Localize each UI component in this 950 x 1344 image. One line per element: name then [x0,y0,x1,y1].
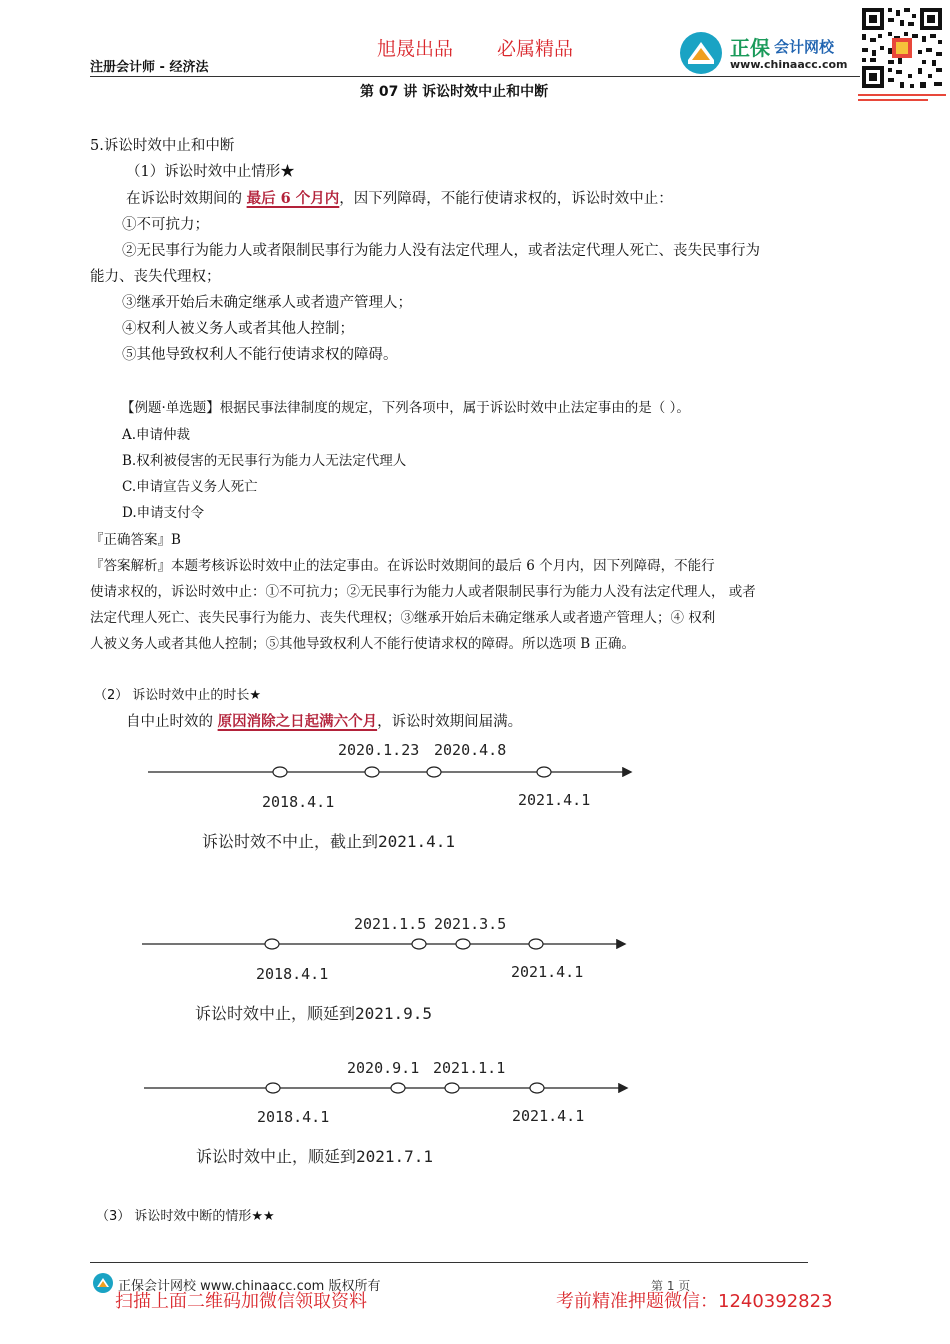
sub-heading-duration: （2） 诉讼时效中止的时长★ [94,688,262,703]
list-item: ④权利人被义务人或者其他人控制； [122,321,354,337]
list-item: ②无民事行为能力人或者限制民事行为能力人没有法定代理人，或者法定代理人死亡、丧失民事行为 [122,243,760,259]
page-number: 第 1 页 [651,1279,691,1293]
timeline-top-label: 2021.1.5 [354,915,427,933]
timeline-top-label: 2021.1.1 [433,1059,506,1077]
timeline-start-label: 2018.4.1 [256,965,329,983]
timeline-top-label: 2021.3.5 [434,915,507,933]
option-a: A.申请仲裁 [122,427,191,443]
list-item: ③继承开始后未确定继承人或者遗产管理人； [122,295,412,311]
timeline-node [365,767,379,777]
timeline-node [456,939,470,949]
timeline-top-label: 2020.4.8 [434,741,507,759]
timeline-node [391,1083,405,1093]
timeline-node [412,939,426,949]
highlight-last-6-months: 最后 6 个月内 [246,190,340,207]
qr-code-icon[interactable] [858,4,946,104]
duration-paragraph: 自中止时效的 原因消除之日起满六个月，诉讼时效期间届满。 [126,713,523,730]
example-question: 【例题·单选题】根据民事法律制度的规定，下列各项中，属于诉讼时效中止法定事由的是（ ）。 [121,400,690,416]
timeline-1 [148,741,630,851]
footer-divider [90,1262,808,1263]
correct-answer: 『正确答案』B [90,532,181,548]
sub-heading-interruption: （3） 诉讼时效中断的情形★★ [96,1209,275,1224]
timeline-end-label: 2021.4.1 [512,1107,585,1125]
lecture-title: 第 07 讲 诉讼时效中止和中断 [360,84,549,100]
section-heading: 5.诉讼时效中止和中断 [90,138,235,154]
slogan-left: 旭晟出品 [377,38,454,60]
timeline-start-label: 2018.4.1 [257,1108,330,1126]
logo-subtitle: 会计网校 [774,38,835,56]
timeline-node [445,1083,459,1093]
timeline-3 [144,1059,626,1166]
site-logo[interactable] [678,30,858,78]
course-title: 注册会计师 - 经济法 [90,60,209,75]
timeline-node [529,939,543,949]
timeline-node [530,1083,544,1093]
timeline-node [427,767,441,777]
sub-heading-suspension: （1）诉讼时效中止情形★ [126,164,295,180]
timeline-node [265,939,279,949]
promo-left: 扫描上面二维码加微信领取资料 [115,1291,367,1312]
list-item: ⑤其他导致权利人不能行使请求权的障碍。 [122,347,398,363]
timeline-caption: 诉讼时效不中止，截止到2021.4.1 [202,832,456,851]
timeline-caption: 诉讼时效中止，顺延到2021.9.5 [195,1004,433,1023]
list-item: ①不可抗力； [122,217,209,233]
timeline-top-label: 2020.9.1 [347,1059,420,1077]
timeline-node [273,767,287,777]
timeline-node [537,767,551,777]
logo-url: www.chinaacc.com [730,58,848,71]
timeline-start-label: 2018.4.1 [262,793,335,811]
analysis-line: 使请求权的，诉讼时效中止：①不可抗力；②无民事行为能力人或者限制民事行为能力人没有法定代理人， 或者 [90,584,756,600]
footer-logo-icon [92,1272,114,1294]
logo-emblem-icon [678,30,724,76]
highlight-six-months: 原因消除之日起满六个月 [217,713,378,730]
list-item-continued: 能力、丧失代理权； [90,269,221,285]
timeline-caption: 诉讼时效中止，顺延到2021.7.1 [196,1147,434,1166]
footer-brand: 正保会计网校 www.chinaacc.com 版权所有 [118,1279,381,1294]
option-b: B.权利被侵害的无民事行为能力人无法定代理人 [122,453,407,469]
timeline-end-label: 2021.4.1 [511,963,584,981]
promo-right: 考前精准押题微信：1240392823 [556,1291,833,1312]
analysis-line: 『答案解析』本题考核诉讼时效中止的法定事由。在诉讼时效期间的最后 6 个月内，因下列障碍，不能行 [90,558,715,574]
timeline-diagrams [0,730,950,1220]
slogan-right: 必属精品 [497,38,574,60]
analysis-line: 法定代理人死亡、丧失民事行为能力、丧失代理权；③继承开始后未确定继承人或者遗产管理人；④ 权利 [90,610,716,626]
timeline-end-label: 2021.4.1 [518,791,591,809]
header-divider [90,76,860,77]
logo-title: 正保 [730,36,770,60]
intro-paragraph: 在诉讼时效期间的 最后 6 个月内，因下列障碍，不能行使请求权的，诉讼时效中止： [126,190,673,207]
analysis-line: 人被义务人或者其他人控制；⑤其他导致权利人不能行使请求权的障碍。所以选项 B 正确。 [90,636,636,652]
timeline-node [266,1083,280,1093]
option-c: C.申请宣告义务人死亡 [122,479,258,495]
timeline-top-label: 2020.1.23 [338,741,420,759]
timeline-2 [142,915,624,1023]
option-d: D.申请支付令 [122,505,205,521]
